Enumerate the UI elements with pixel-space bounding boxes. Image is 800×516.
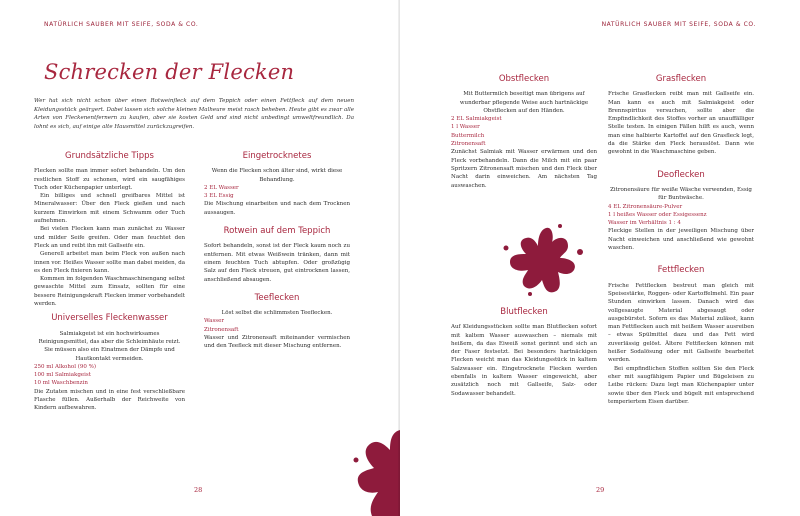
wine-stain-splat-middle	[500, 222, 590, 298]
einge-paragraph-1: Wenn die Flecken schon älter sind, wirkt diese Behandlung.	[211, 168, 343, 183]
tee-ingredient-2: Zitronensaft	[204, 326, 239, 333]
grund-paragraph-5: Kommen im folgenden Waschmaschinengang selbst gewaschte Mittel zum Einsatz, sollten für eine bessere Reinigungskraft Flecken immer vorbehandelt werden.	[34, 276, 185, 308]
column-obst-blut	[451, 75, 597, 190]
deo-paragraph-1: Zitronensäure für weiße Wäsche verwenden, Essig für Buntwäsche.	[610, 186, 752, 202]
heading-grundsaetzliche-tipps: Grundsätzliche Tipps	[65, 151, 154, 161]
heading-universelles-fleckenwasser: Universelles Fleckenwasser	[51, 313, 168, 324]
rot-paragraph-1: Sofort behandeln, sonst ist der Fleck kaum noch zu entfernen. Mit etwas Weißwein tränken, dann mit einem feuchten Tuch abtupfen. Oder großzügig Salz auf den Fleck streuen, gut eintrocknen lassen, anschließend absaugen.	[204, 243, 350, 283]
running-header-left: NATÜRLICH SAUBER MIT SEIFE, SODA & CO.	[44, 21, 199, 28]
gras-paragraph-1: Frische Grasflecken reibt man mit Gallseife ein. Man kann es auch mit Salmiakgeist oder Brennspiritus versuchen, sollte aber die Empfindlichkeit des Stoffes vorher an unauffälliger Stelle testen. In einigen Fällen hilft es auch, wenn man eine halbierte Kartoffel auf den Grasfleck legt, da die Stärke den Fleck herauslöst. Dann wie gewohnt in die Waschmaschine geben.	[608, 91, 754, 156]
obst-paragraph-2: Zunächst Salmiak mit Wasser erwärmen und den Fleck vorbehandeln. Dann die Milch mit ein paar Spritzern Zitronensaft mischen und den Fleck über Nacht darin einweichen. Am nächsten Tag auswaschen.	[451, 149, 597, 189]
column-blut	[451, 308, 597, 398]
column-gras-deo-fett	[608, 75, 754, 406]
heading-teeflecken: Teeflecken	[254, 292, 300, 303]
intro-paragraph: Wer hat sich nicht schon über einen Rotweinfleck auf dem Teppich oder einen Fettfleck auf dem neuen Kleidungsstück geärgert. Dabei lassen sich solche kleinen Malheure meist rasch beheben. Heute gibt es zwar alle Arten von Fleckenentfernern zu kaufen, aber sie kosten Geld und sind nicht unbedingt umweltfreundlich. Da lohnt es sich, auf einige alte Hausmittel zurückzugreifen.	[34, 98, 354, 130]
column-grund-univ	[34, 152, 185, 413]
blut-paragraph-1: Auf Kleidungsstücken sollte man Blutflecken sofort mit kaltem Wasser auswaschen – niemals mit heißem, da das Eiweiß sonst gerinnt und sich an der Faser festsetzt. Bei besonders hartnäckigen Flecken weicht man das Kleidungsstück in kaltem Salzwasser ein. Eingetrocknete Flecken werden ebenfalls in kaltem Wasser eingeweicht, aber zusätzlich noch mit Gallseife, Salz- oder Sodawasser behandelt.	[451, 324, 597, 397]
deo-paragraph-2: Fleckige Stellen in der jeweiligen Mischung über Nacht einweichen und anschließend wie gewohnt waschen.	[608, 228, 754, 252]
univ-paragraph-1: Salmiakgeist ist ein hochwirksames Reinigungsmittel, das aber die Schleimhäute reizt. Sie müssen also ein Einatmen der Dämpfe und Hautkontakt vermeiden.	[38, 330, 181, 362]
grund-paragraph-3: Bei vielen Flecken kann man zunächst zu Wasser und milder Seife greifen. Oder man feuchtet den Fleck an und reibt ihn mit Gallseife ein.	[34, 226, 185, 249]
tee-ingredient-1: Wasser	[204, 318, 224, 325]
univ-ingredient-2: 100 ml Salmiakgeist	[34, 372, 91, 379]
heading-deoflecken: Deoflecken	[657, 169, 705, 180]
univ-paragraph-2: Die Zutaten mischen und in eine fest verschließbare Flasche füllen. Außerhalb der Reichweite von Kindern aufbewahren.	[34, 388, 185, 412]
univ-ingredient-1: 250 ml Alkohol (90 %)	[34, 363, 96, 370]
page-title: Schrecken der Flecken	[44, 60, 295, 84]
deo-ingredient-2: 1 l heißes Wasser oder Essigessenz	[608, 211, 707, 218]
einge-ingredient-1: 2 EL Wasser	[204, 184, 239, 191]
deo-ingredient-3: Wasser im Verhältnis 1 : 4	[608, 220, 681, 227]
fett-paragraph-2: Bei empfindlichen Stoffen sollten Sie den Fleck eher mit saugfähigem Papier und Bügeleisen zu Leibe rücken: Dazu legt man Küchenpapier unter sowie über den Fleck und bügelt mit entsprechend temperiertem Eisen darüber.	[608, 365, 754, 405]
heading-rotwein-auf-dem-teppich: Rotwein auf dem Teppich	[223, 226, 331, 237]
grund-paragraph-2: Ein billiges und schnell greifbares Mittel ist Mineralwasser: Über den Fleck gießen und nach kurzem Einwirken mit einem Schwamm oder Tuch aufnehmen.	[34, 193, 185, 225]
heading-fettflecken: Fettflecken	[657, 265, 705, 276]
heading-eingetrocknetes: Eingetrocknetes	[242, 151, 312, 161]
heading-blutflecken: Blutflecken	[500, 307, 548, 317]
heading-grasflecken: Grasflecken	[655, 74, 707, 84]
grund-paragraph-4: Generell arbeitet man beim Fleck von außen nach innen vor. Heißes Wasser sollte man dabei meiden, da es den Fleck fixieren kann.	[34, 251, 185, 274]
page-number-right: 29	[596, 486, 605, 494]
column-einge-rot-tee	[204, 152, 350, 351]
obst-ingredient-1: 2 EL Salmiakgeist	[451, 116, 502, 123]
einge-paragraph-2: Die Mischung einarbeiten und nach dem Trocknen aussaugen.	[204, 201, 350, 216]
heading-obstflecken: Obstflecken	[498, 74, 550, 84]
obst-ingredient-3: Buttermilch	[451, 132, 485, 139]
obst-paragraph-1: Mit Buttermilch beseitigt man übrigens auf wunderbar pflegende Weise auch hartnäckige Obstflecken auf den Händen.	[459, 91, 589, 114]
univ-ingredient-3: 10 ml Waschbenzin	[34, 380, 88, 387]
obst-ingredient-2: 1 l Wasser	[451, 124, 480, 131]
fett-paragraph-1: Frische Fettflecken bestreut man gleich mit Speisestärke, Roggen- oder Kartoffelmehl. Ein paar Stunden einwirken lassen. Danach wird das vollgesaugte Material abgesaugt oder ausgebürstet. Sofern es das Material zulässt, kann man Fettflecken auch mit heißem Wasser ausreiben – etwas Spülmittel dazu und das Fett wird zuverlässig gelöst. Ältere Fettflecken können mit heißer Sodalösung oder mit Gallseife bearbeitet werden.	[608, 282, 754, 364]
deo-ingredient-1: 4 EL Zitronensäure-Pulver	[608, 203, 683, 210]
einge-ingredient-2: 3 EL Essig	[204, 193, 234, 200]
grund-paragraph-1: Flecken sollte man immer sofort behandeln. Um den restlichen Stoff zu schonen, wird ein saugfähiges Tuch oder Küchenpapier unterlegt.	[34, 168, 185, 191]
obst-ingredient-4: Zitronensaft	[451, 141, 486, 148]
page-number-left: 28	[194, 486, 203, 494]
running-header-right: NATÜRLICH SAUBER MIT SEIFE, SODA & CO.	[601, 21, 756, 28]
right-page	[400, 0, 800, 516]
tee-paragraph-2: Wasser und Zitronensaft miteinander vermischen und den Teefleck mit dieser Mischung entfernen.	[204, 335, 350, 350]
tee-paragraph-1: Löst selbst die schlimmsten Teeflecken.	[221, 310, 333, 317]
